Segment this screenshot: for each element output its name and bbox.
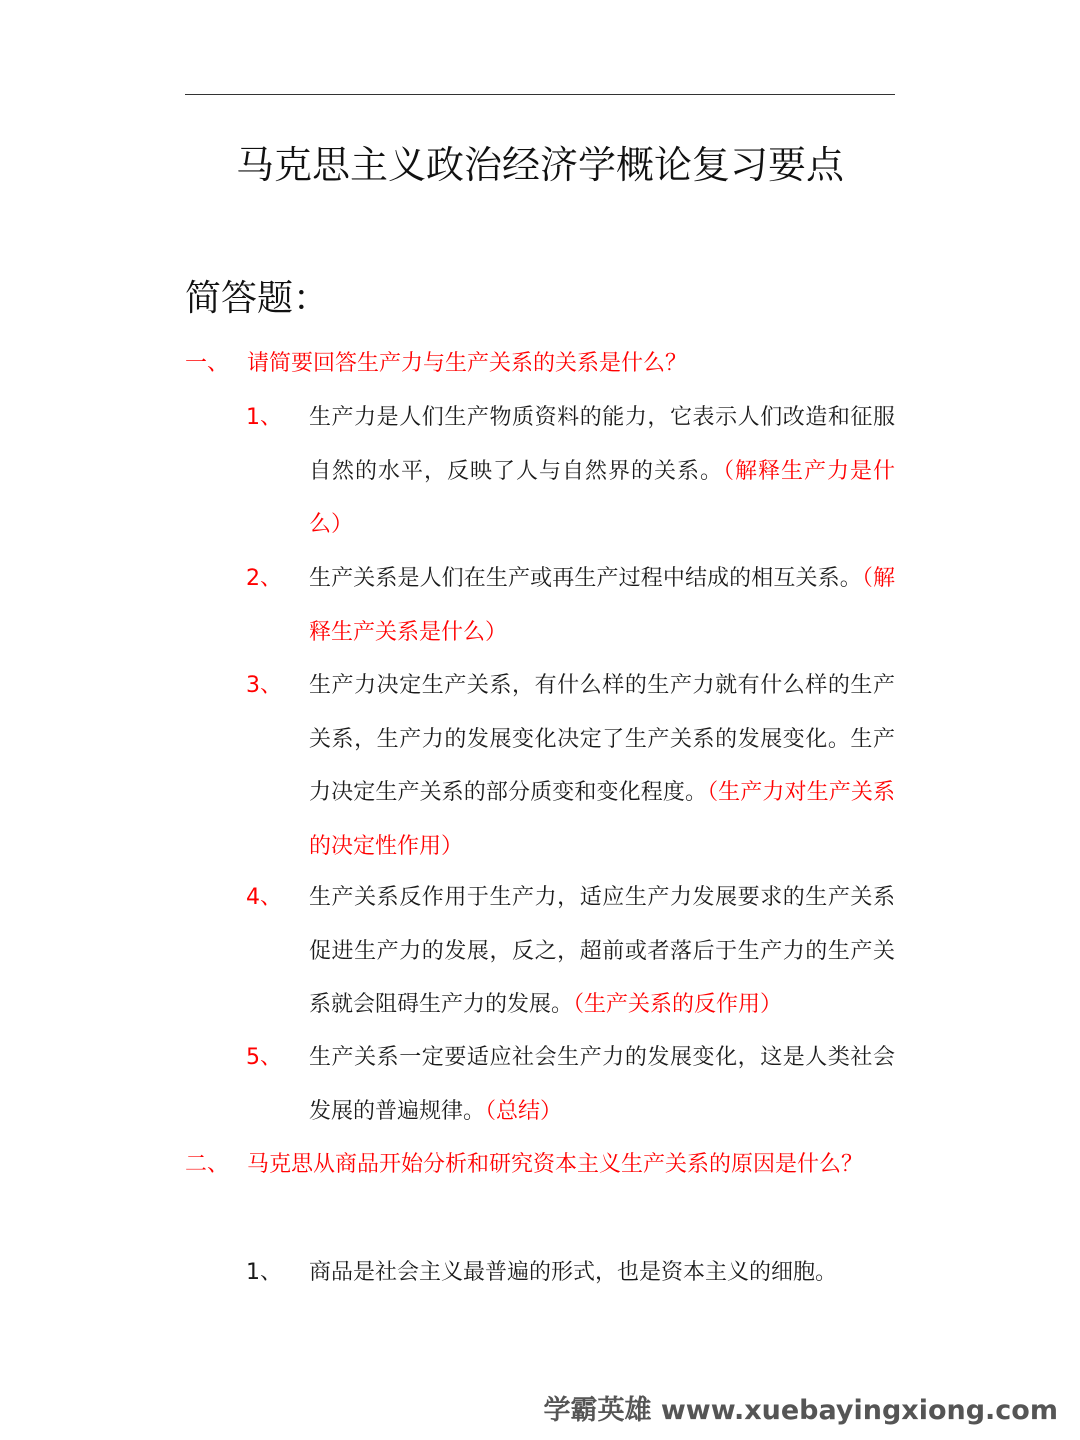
header-rule: [185, 94, 895, 95]
answer-text: [309, 552, 895, 659]
answer-number: 3、: [246, 673, 282, 698]
answer-text: [309, 659, 895, 873]
answer-number: 2、: [246, 566, 282, 591]
answer-1-4: [246, 871, 895, 1032]
answer-2-1: [246, 1246, 895, 1300]
answer-body: 生产关系是人们在生产或再生产过程中结成的相互关系。: [309, 566, 862, 591]
answer-1-2: [246, 552, 895, 659]
question-number: 二、: [185, 1152, 230, 1177]
answer-note: （生产关系的反作用）: [573, 992, 783, 1017]
answer-text: [309, 391, 895, 552]
answer-number: 4、: [246, 885, 282, 910]
question-text: 请简要回答生产力与生产关系的关系是什么？: [247, 351, 688, 376]
answer-note: （解释生产力是什么）: [309, 458, 895, 537]
section-heading: 简答题：: [185, 278, 330, 319]
answer-1-5: [246, 1031, 895, 1138]
question-1: [185, 337, 895, 391]
answer-body: 生产关系反作用于生产力，适应生产力发展要求的生产关系促进生产力的发展，反之，超前或者落后于生产力的生产关系就会阻碍生产力的发展。: [309, 885, 895, 1017]
question-2: [185, 1138, 895, 1192]
question-text: 马克思从商品开始分析和研究资本主义生产关系的原因是什么？: [247, 1152, 864, 1177]
site-watermark: 学霸英雄 www.xuebayingxiong.com: [543, 1395, 1058, 1426]
answer-1-1: [246, 391, 895, 552]
answer-text: [309, 1246, 895, 1300]
answer-body: 生产关系一定要适应社会生产力的发展变化，这是人类社会发展的普遍规律。: [309, 1045, 895, 1124]
answer-number: 1、: [246, 405, 282, 430]
answer-body: 生产力是人们生产物质资料的能力，它表示人们改造和征服自然的水平，反映了人与自然界的关系。: [309, 405, 895, 484]
answer-body: 商品是社会主义最普遍的形式，也是资本主义的细胞。: [309, 1260, 838, 1285]
answer-note: （生产力对生产关系的决定性作用）: [309, 780, 895, 859]
answer-body: 生产力决定生产关系，有什么样的生产力就有什么样的生产关系，生产力的发展变化决定了生产关系的发展变化。生产力决定生产关系的部分质变和变化程度。: [309, 673, 895, 805]
answer-number: 5、: [246, 1045, 282, 1070]
question-number: 一、: [185, 351, 230, 376]
answer-text: [309, 1031, 895, 1138]
answer-number: 1、: [246, 1260, 282, 1285]
answer-note: （总结）: [485, 1098, 563, 1124]
answer-note: （解释生产关系是什么）: [309, 566, 895, 645]
answer-text: [309, 871, 895, 1032]
answer-1-3: [246, 659, 895, 873]
document-title: 马克思主义政治经济学概论复习要点: [235, 143, 844, 187]
